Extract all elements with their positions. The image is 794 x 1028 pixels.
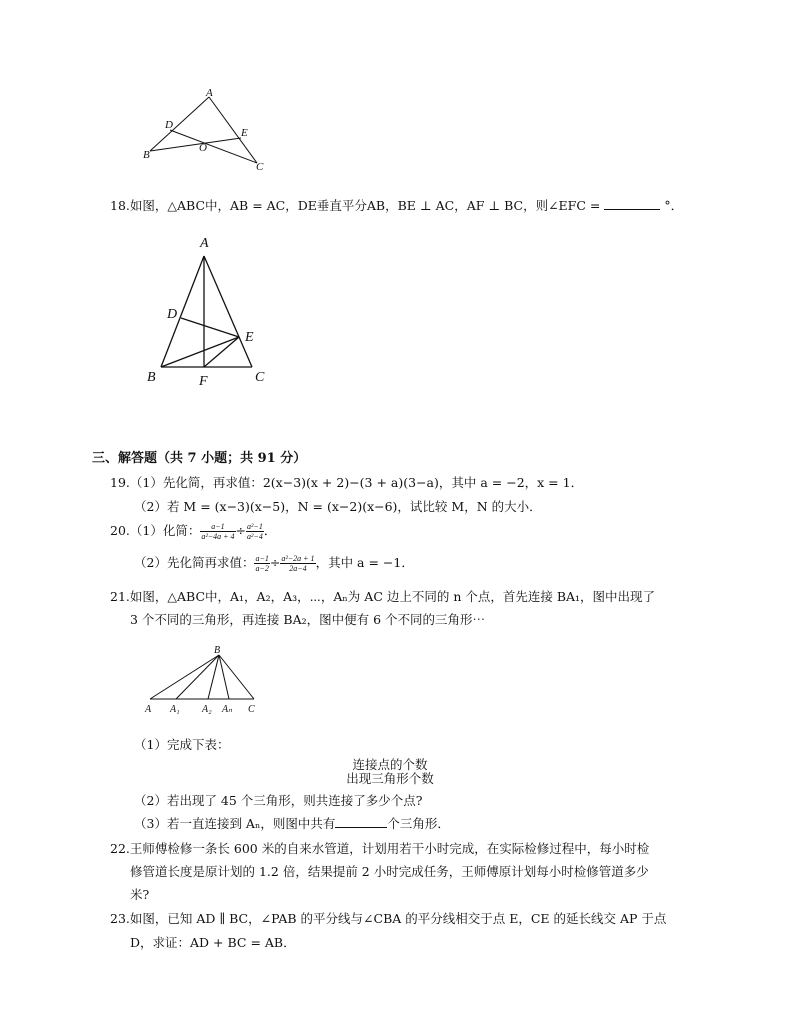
question-number: 20. [110,523,130,538]
figure-q21 [140,640,265,718]
question-number: 23. [110,911,130,926]
question-23-line2: D，求证：AD + BC = AB． [130,935,296,950]
question-21-part1: （1）完成下表： [134,737,230,752]
label-b: B [143,149,150,161]
label-a1: A₁ [170,704,180,715]
label-e: E [245,330,254,345]
label-an: Aₙ [222,704,233,715]
question-number: 19. [110,475,130,490]
label-b: B [147,370,156,385]
table-header-points: 连接点的个数 [352,757,428,772]
answer-blank[interactable] [335,827,387,828]
segment-ac [204,256,252,367]
segment-ba2 [208,655,219,699]
fraction-4: $\frac{\text{a²−2a + 1}}{2a-4}$ [281,554,315,573]
answer-blank[interactable] [604,209,660,210]
segment-be [161,337,239,367]
label-o: O [199,142,207,154]
question-20-part1: 20.（1）化简： $\frac{a-1}{\text{a²−4a + 4}}$ ÷ $\frac{\text{a²−1}}{\text{a²−4}}$ ． [110,522,277,541]
label-e: E [241,127,248,139]
question-text: （1）化简： [129,523,201,538]
label-b: B [214,645,221,656]
label-c: C [248,704,255,715]
question-text: （2）先化简再求值： [134,555,255,570]
label-d: D [165,119,173,131]
figure-q18 [140,230,275,390]
label-a: A [145,704,152,715]
question-tail: °． [664,198,684,213]
question-text: （1）先化简，再求值：2(x−3)(x + 2)−(3 + a)(3−a)，其中 a = −2，x = 1． [129,475,584,490]
label-c: C [256,161,264,172]
segment-de [181,318,239,337]
question-text: 王师傅检修一条长 600 米的自来水管道，计划用若干小时完成，在实际检修过程中，每小时检 [129,841,650,856]
question-number: 18. [110,198,130,213]
fraction-3: $\frac{a-1}{a-2}$ [255,554,269,573]
segment-ac [209,97,257,163]
segment-fe [204,337,239,367]
question-22-line2: 修管道长度是原计划的 1.2 倍，结果提前 2 小时完成任务，王师傅原计划每小时检修管道多少 [130,864,649,879]
question-text: 如图，△ABC中，AB = AC，DE垂直平分AB，BE ⊥ AC，AF ⊥ BC，则∠EFC = [129,198,605,213]
label-a: A [200,236,209,251]
question-21-line2: 3 个不同的三角形，再连接 BA₂，图中便有 6 个不同的三角形⋯ [130,612,486,627]
table-header-triangles: 出现三角形个数 [346,771,434,786]
question-20-part2: （2）先化简再求值： $\frac{a-1}{a-2}$ ÷ $\frac{\text{a²−2a + 1}}{2a-4}$ ，其中 a = −1． [134,554,414,573]
label-a2: A₂ [202,704,212,715]
label-c: C [255,370,265,385]
question-22-line3: 米? [130,887,150,902]
divide-sign: ÷ [269,555,281,570]
question-21-part3: （3）若一直连接到 Aₙ，则图中共有 个三角形． [134,816,450,831]
fraction-2: $\frac{\text{a²−1}}{\text{a²−4}}$ [247,522,263,541]
segment-ba [150,655,219,699]
label-a: A [206,87,213,99]
question-text: 如图，△ABC中，A₁，A₂，A₃，⋯，Aₙ为 AC 边上不同的 n 个点，首先连接 BA₁，图中出现了 [129,589,656,604]
fraction-1: $\frac{a-1}{\text{a²−4a + 4}}$ [201,522,235,541]
section-title: 三、解答题（共 7 小题；共 91 分） [92,451,307,466]
question-19-part2: （2）若 M = (x−3)(x−5)，N = (x−2)(x−6)，试比较 M，N 的大小． [134,499,542,514]
figure-q17 [140,86,275,172]
question-number: 22. [110,841,130,856]
divide-sign: ÷ [235,523,247,538]
question-18 [110,196,683,214]
segment-ba1 [176,655,219,699]
question-23-line1 [110,909,666,927]
label-f: F [199,374,208,389]
question-text: 如图，已知 AD ∥ BC，∠PAB 的平分线与∠CBA 的平分线相交于点 E，CE 的延长线交 AP 于点 [129,911,667,926]
question-21-line1 [110,587,655,605]
label-d: D [167,307,178,322]
question-number: 21. [110,589,130,604]
question-19-part1 [110,473,583,491]
question-22-line1 [110,839,649,857]
question-21-part2: （2）若出现了 45 个三角形，则共连接了多少个点? [134,793,423,808]
